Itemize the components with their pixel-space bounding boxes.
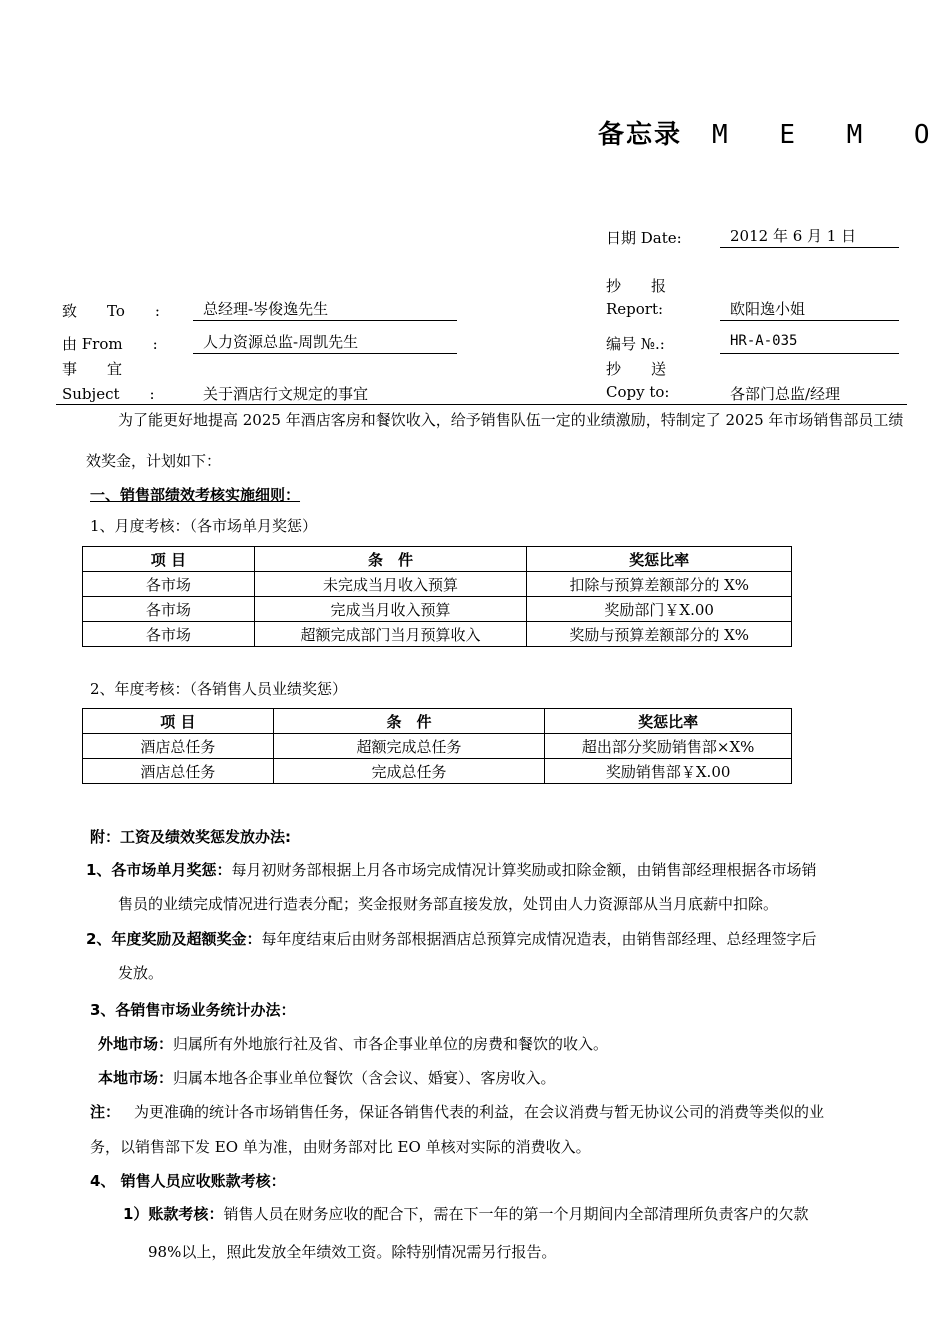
monthly-table: [82, 546, 792, 647]
table-header-cell: 条 件: [254, 547, 527, 572]
from-value: 人力资源总监-周凯先生: [203, 333, 359, 351]
table-cell: 奖励部门￥X.00: [527, 597, 792, 622]
table-row: [83, 759, 792, 784]
table-row: [83, 734, 792, 759]
note-label: 注：: [90, 1103, 121, 1121]
table-header-cell: 奖惩比率: [527, 547, 792, 572]
account-review: [123, 1203, 808, 1224]
sub1-continuation: 98%以上，照此发放全年绩效工资。除特别情况需另行报告。: [148, 1243, 557, 1261]
outside-text: 归属所有外地旅行社及省、市各企事业单位的房费和餐饮的收入。: [173, 1035, 609, 1053]
number-field: [720, 331, 899, 354]
table-cell: 扣除与预算差额部分的 X%: [527, 572, 792, 597]
note-continuation: 务，以销售部下发 EO 单为准，由财务部对比 EO 单核对实际的消费收入。: [90, 1138, 591, 1156]
memo-title: [598, 114, 948, 151]
number-label: 编号 №.:: [606, 335, 665, 353]
sub1-label: 1）账款考核：: [123, 1205, 224, 1223]
local-text: 归属本地各企事业单位餐饮（含会议、婚宴）、客房收入。: [173, 1069, 556, 1087]
memo-title-cn: 备忘录: [598, 120, 683, 150]
report-value: 欧阳逸小姐: [730, 300, 806, 318]
table-cell: 超额完成部门当月预算收入: [254, 622, 527, 647]
table-header-row: [83, 547, 792, 572]
item2-continuation: 发放。: [118, 964, 164, 982]
report-field: [720, 298, 899, 321]
outside-market: [98, 1033, 608, 1054]
number-value: HR-A-035: [730, 333, 798, 349]
item3-title: 3、各销售市场业务统计办法：: [90, 1001, 296, 1019]
subject-label-cn: 事 宜: [62, 360, 123, 378]
table-header-cell: 项 目: [83, 547, 255, 572]
item1-continuation: 售员的业绩完成情况进行造表分配；奖金报财务部直接发放，处罚由人力资源部从当月底薪中扣除。: [118, 895, 779, 913]
from-field: [193, 331, 457, 354]
note-line: [90, 1101, 824, 1122]
appendix-item-2: [86, 922, 906, 990]
table-cell: 酒店总任务: [83, 759, 274, 784]
table-header-cell: 奖惩比率: [545, 709, 792, 734]
item2-title: 2、年度奖励及超额奖金：: [86, 930, 262, 948]
table-cell: 未完成当月收入预算: [254, 572, 527, 597]
table-cell: 奖励与预算差额部分的 X%: [527, 622, 792, 647]
note-text: 为更准确的统计各市场销售任务，保证各销售代表的利益，在会议消费与暂无协议公司的消费等类似的业: [134, 1103, 825, 1121]
table-row: [83, 622, 792, 647]
appendix-item-1: [86, 853, 906, 921]
from-label: 由 From :: [62, 335, 158, 353]
table-cell: 完成当月收入预算: [254, 597, 527, 622]
table-cell: 超额完成总任务: [273, 734, 545, 759]
report-label-cn: 抄 报: [606, 277, 667, 295]
table-row: [83, 572, 792, 597]
copy-label-en: Copy to:: [606, 383, 670, 401]
table-header-row: [83, 709, 792, 734]
section1-heading: 一、销售部绩效考核实施细则：: [90, 486, 301, 504]
local-market: [98, 1067, 556, 1088]
to-label: 致 To :: [62, 302, 160, 320]
to-field: [193, 298, 457, 321]
table-cell: 完成总任务: [273, 759, 545, 784]
table-header-cell: 项 目: [83, 709, 274, 734]
subject-label-en: Subject :: [62, 385, 155, 403]
monthly-heading: 1、月度考核：（各市场单月奖惩）: [90, 517, 318, 535]
item4-title: 4、 销售人员应收账款考核：: [90, 1172, 286, 1190]
table-cell: 奖励销售部￥X.00: [545, 759, 792, 784]
table-cell: 各市场: [83, 622, 255, 647]
table-cell: 酒店总任务: [83, 734, 274, 759]
table-cell: 各市场: [83, 597, 255, 622]
table-cell: 各市场: [83, 572, 255, 597]
appendix-heading: 附：工资及绩效奖惩发放办法:: [90, 828, 291, 846]
to-value: 总经理-岑俊逸先生: [203, 300, 329, 318]
subject-value: 关于酒店行文规定的事宜: [203, 385, 369, 403]
table-cell: 超出部分奖励销售部×X%: [545, 734, 792, 759]
report-label-en: Report:: [606, 300, 664, 318]
item2-text: 每年度结束后由财务部根据酒店总预算完成情况造表，由销售部经理、总经理签字后: [261, 930, 817, 948]
copy-value: 各部门总监/经理: [730, 385, 841, 403]
annual-table: [82, 708, 792, 784]
item1-title: 1、各市场单月奖惩：: [86, 861, 232, 879]
date-label: 日期 Date:: [606, 229, 682, 247]
memo-title-en: M E M O: [712, 120, 948, 150]
date-value: 2012 年 6 月 1 日: [730, 227, 857, 245]
local-label: 本地市场：: [98, 1069, 174, 1087]
item1-text: 每月初财务部根据上月各市场完成情况计算奖励或扣除金额，由销售部经理根据各市场销: [231, 861, 817, 879]
date-field: [720, 225, 899, 248]
table-row: [83, 597, 792, 622]
intro-paragraph: 为了能更好地提高 2025 年酒店客房和餐饮收入，给予销售队伍一定的业绩激励，特制定了 2025 年市场销售部员工绩效奖金，计划如下：: [86, 411, 904, 470]
annual-heading: 2、年度考核：（各销售人员业绩奖惩）: [90, 680, 348, 698]
copy-label-cn: 抄 送: [606, 360, 667, 378]
table-header-cell: 条 件: [273, 709, 545, 734]
sub1-text: 销售人员在财务应收的配合下，需在下一年的第一个月期间内全部清理所负责客户的欠款: [223, 1205, 809, 1223]
outside-label: 外地市场：: [98, 1035, 174, 1053]
